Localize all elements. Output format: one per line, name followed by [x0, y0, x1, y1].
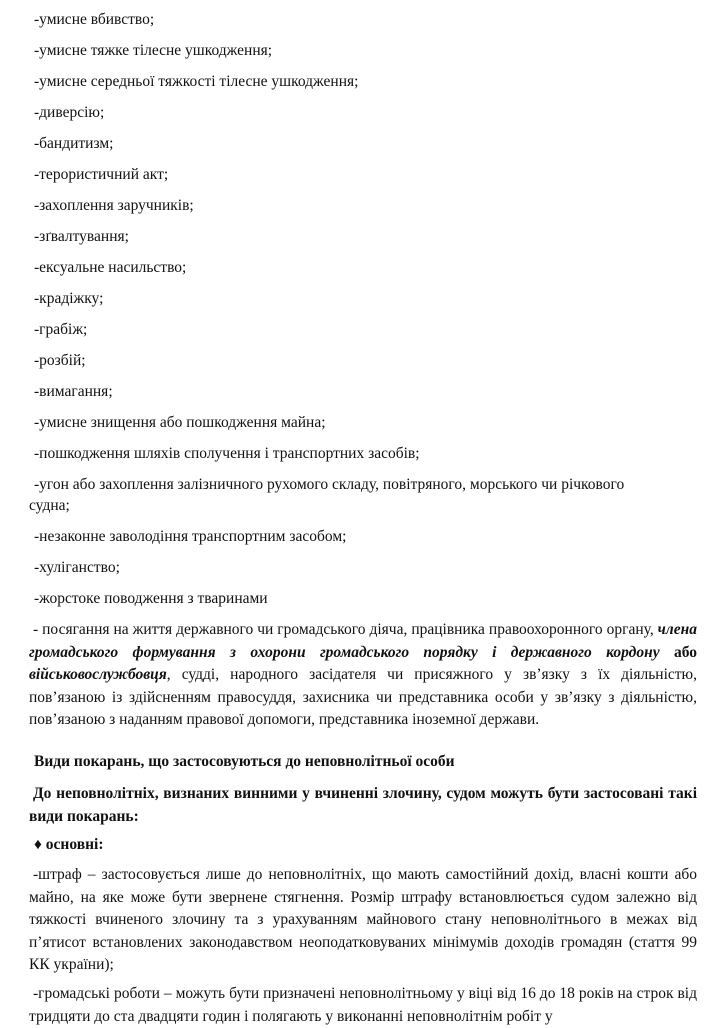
community-work-paragraph-text: -громадські роботи – можуть бути призначені неповнолітньому у віці від 16 до 18 років на строк від тридцяти до ста двадцяти годин і полягають у виконанні неповнолітнім робіт у [29, 985, 697, 1025]
crime-item: -умисне вбивство; [34, 11, 155, 28]
fine-paragraph [29, 864, 697, 977]
crime-item: -хуліганство; [34, 559, 120, 576]
fine-paragraph-text: -штраф – застосовується лише до неповнолітніх, що мають самостійний дохід, власні кошти або майно, на яке може бути звернене стягнення. Розмір штрафу встановлюється судом залежно від тяжкості вчиненого злочину та з урахуванням майнового стану неповнолітнього в межах від п’ятисот встановлених законодавством неоподатковуваних мінімумів доходів громадян (стаття 99 КК україни); [29, 866, 697, 973]
main-punishments-label: ♦ основні: [34, 836, 104, 853]
crime-item-ugon-line2: судна; [29, 497, 70, 514]
attack-paragraph-text: , судді, народного засідателя чи присяжного у зв’язку з їх діяльністю, пов’язаною із здійсненням правосуддя, захисника чи представника особи у зв’язку з діяльністю, пов’язаною з наданням правової допомоги, представника іноземної держави. [29, 666, 697, 728]
attack-paragraph-emphasis: члена громадського формування з охорони громадського порядку і державного кордону [29, 621, 697, 661]
attack-paragraph-connector: або [659, 643, 697, 661]
crime-item: -захоплення заручників; [34, 197, 194, 214]
crime-item: -бандитизм; [34, 135, 114, 152]
crime-item: -розбій; [34, 352, 86, 369]
crime-item-ugon-line1: -угон або захоплення залізничного рухомого складу, повітряного, морського чи річкового [34, 476, 625, 493]
crime-item: -терористичний акт; [34, 166, 169, 183]
attack-paragraph-text: - посягання на життя державного чи громадського діяча, працівника правоохоронного органу, [33, 621, 658, 638]
crime-item: -незаконне заволодіння транспортним засобом; [34, 528, 347, 545]
intro-paragraph-text: До неповнолітніх, визнаних винними у вчиненні злочину, судом можуть бути застосовані такі види покарань: [29, 785, 697, 825]
attack-paragraph [29, 619, 697, 732]
crime-item: -жорстоке поводження з тваринами [34, 590, 268, 607]
crime-item: -умисне знищення або пошкодження майна; [34, 414, 326, 431]
attack-paragraph-emphasis: військовослужбовця [29, 666, 167, 683]
section-heading: Види покарань, що застосовуються до неповнолітньої особи [34, 753, 455, 770]
community-work-paragraph [29, 983, 697, 1028]
crime-item: -крадіжку; [34, 290, 104, 307]
crime-item: -диверсію; [34, 104, 105, 121]
crime-item: -вимагання; [34, 383, 113, 400]
crime-item: -умисне тяжке тілесне ушкодження; [34, 42, 273, 59]
crime-item: -грабіж; [34, 321, 88, 338]
crime-item: -зґвалтування; [34, 228, 129, 245]
intro-paragraph [29, 782, 697, 828]
crime-item: -умисне середньої тяжкості тілесне ушкодження; [34, 73, 359, 90]
crime-item: -пошкодження шляхів сполучення і транспортних засобів; [34, 445, 420, 462]
crime-item: -ексуальне насильство; [34, 259, 187, 276]
